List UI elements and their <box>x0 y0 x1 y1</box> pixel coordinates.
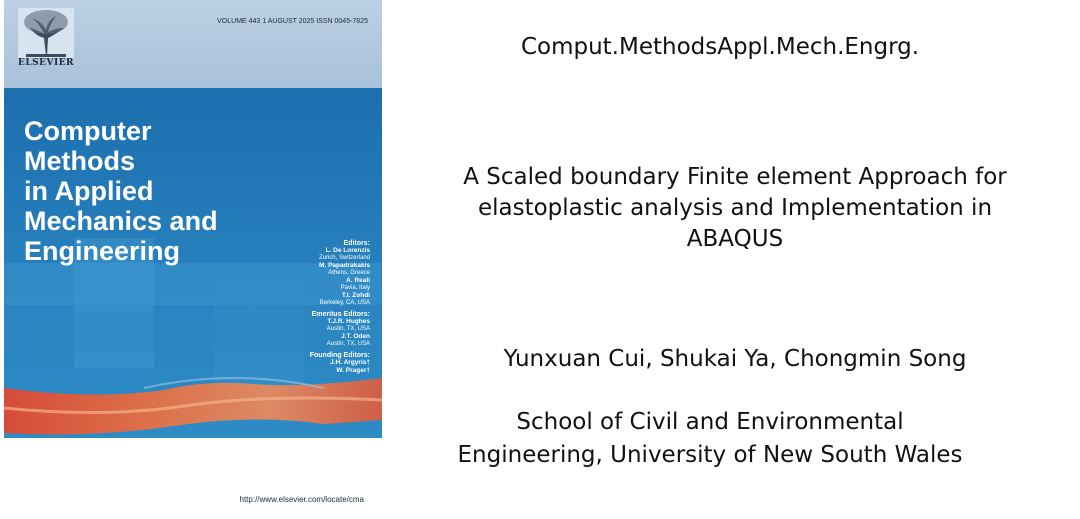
editor-place: Zurich, Switzerland <box>318 255 370 261</box>
editor-name: W. Prager† <box>336 367 370 374</box>
editor-name: L. De Lorenzis <box>325 247 370 254</box>
editor-name: J.H. Argyris† <box>330 359 370 366</box>
editor-name: J.T. Oden <box>341 333 370 340</box>
affiliation: School of Civil and Environmental Engineering, University of New South Wales <box>457 409 963 468</box>
editor-place: Austin, TX, USA <box>326 326 370 332</box>
journal-abbreviation: Comput.MethodsAppl.Mech.Engrg. <box>520 34 920 60</box>
editors-heading: Editors: <box>343 240 370 247</box>
authors: Yunxuan Cui, Shukai Ya, Chongmin Song <box>503 346 967 372</box>
founding-heading: Founding Editors: <box>309 352 370 359</box>
editor-place: Athens, Greece <box>328 270 370 276</box>
paper-title: A Scaled boundary Finite element Approach for elastoplastic analysis and Implementation in ABAQUS <box>463 164 1007 252</box>
journal-title: Computer Methods in Applied Mechanics and Engineering <box>24 116 218 266</box>
editor-place: Berkeley, CA, USA <box>319 300 370 306</box>
editor-place: Pavia, Italy <box>340 285 370 291</box>
editor-name: M. Papadrakakis <box>319 262 370 269</box>
editor-place: Austin, TX, USA <box>326 341 370 347</box>
emeritus-heading: Emeritus Editors: <box>311 311 370 318</box>
volume-info: VOLUME 443 1 AUGUST 2025 ISSN 0045-7825 <box>217 18 368 25</box>
editors-list <box>260 236 370 375</box>
cover-header <box>4 0 382 88</box>
cover-art <box>4 88 382 517</box>
journal-cover <box>4 0 382 517</box>
editor-name: T.I. Zohdi <box>341 292 370 299</box>
journal-url: http://www.elsevier.com/locate/cma <box>239 495 364 504</box>
publisher-name: ELSEVIER <box>17 58 75 68</box>
editor-name: A. Reali <box>346 277 370 284</box>
editor-name: T.J.R. Hughes <box>327 318 370 325</box>
